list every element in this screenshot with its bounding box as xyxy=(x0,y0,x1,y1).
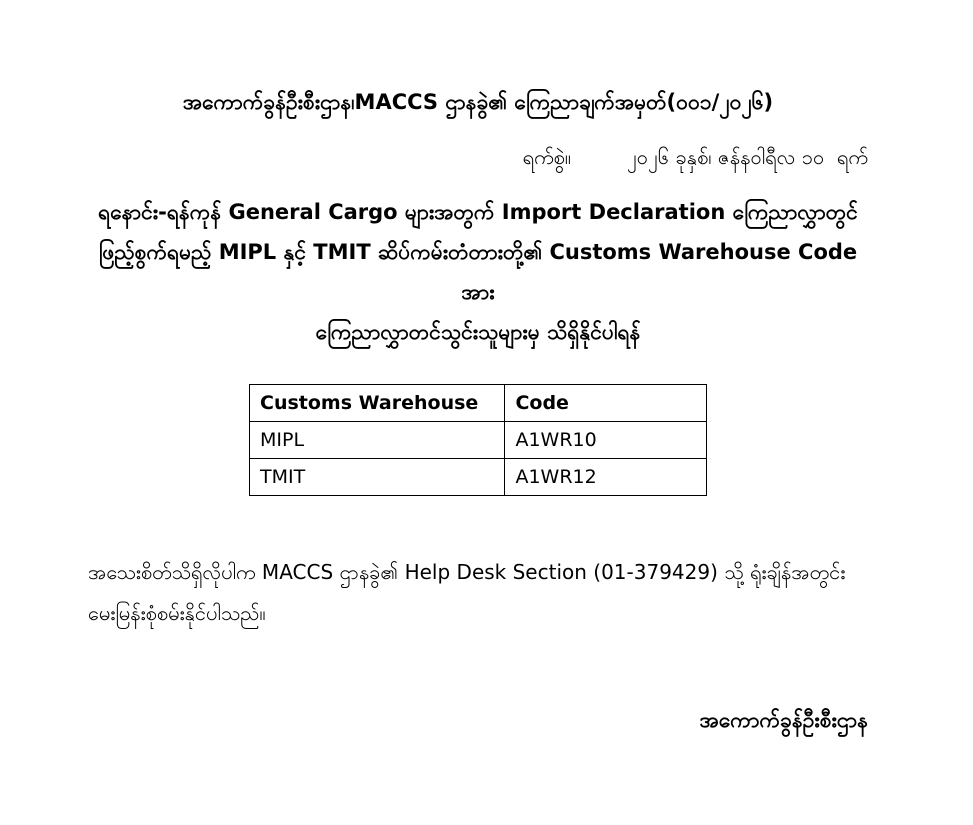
warehouse-code-cell: A1WR12 xyxy=(505,459,707,496)
table-header-row xyxy=(250,385,707,422)
warehouse-code-table xyxy=(249,384,707,496)
date-line xyxy=(88,139,868,175)
date-label: ရက်စွဲ။ xyxy=(522,145,571,169)
document-title: အကောက်ခွန်ဦးစီးဌာန၊MACCS ဌာနခွဲ၏ ကြေညာချက်အမှတ်(၀၀၁/၂၀၂၆) xyxy=(182,90,774,114)
table-row xyxy=(250,459,707,496)
column-header-code: Code xyxy=(505,385,707,422)
warehouse-name-cell: MIPL xyxy=(250,422,505,459)
warehouse-name-cell: TMIT xyxy=(250,459,505,496)
table-row xyxy=(250,422,707,459)
signature-block: အကောက်ခွန်ဦးစီးဌာန xyxy=(699,708,868,732)
body-line-3: ကြေညာလွှာတင်သွင်းသူများမှ သိရှိနိုင်ပါရန် xyxy=(315,320,641,344)
notice-body xyxy=(88,192,868,352)
body-line-1: ရနောင်း-ရန်ကုန် General Cargo များအတွက် Import Declaration ကြေညာလွှာတွင် xyxy=(98,200,858,224)
body-line-2: ဖြည့်စွက်ရမည့် MIPL နှင့် TMIT ဆိပ်ကမ်းတံတားတို့၏ Customs Warehouse Code အား xyxy=(98,240,858,304)
helpdesk-contact-paragraph: အသေးစိတ်သိရှိလိုပါက MACCS ဌာနခွဲ၏ Help Desk Section (01-379429) သို့ ရုံးချိန်အတွင်း မေးမြန်းစုံစမ်းနိုင်ပါသည်။ xyxy=(88,560,846,625)
warehouse-code-cell: A1WR10 xyxy=(505,422,707,459)
column-header-customs-warehouse: Customs Warehouse xyxy=(250,385,505,422)
date-value: ၂၀၂၆ ခုနှစ်၊ ဇန်နဝါရီလ ၁၀ ရက် xyxy=(626,145,868,169)
